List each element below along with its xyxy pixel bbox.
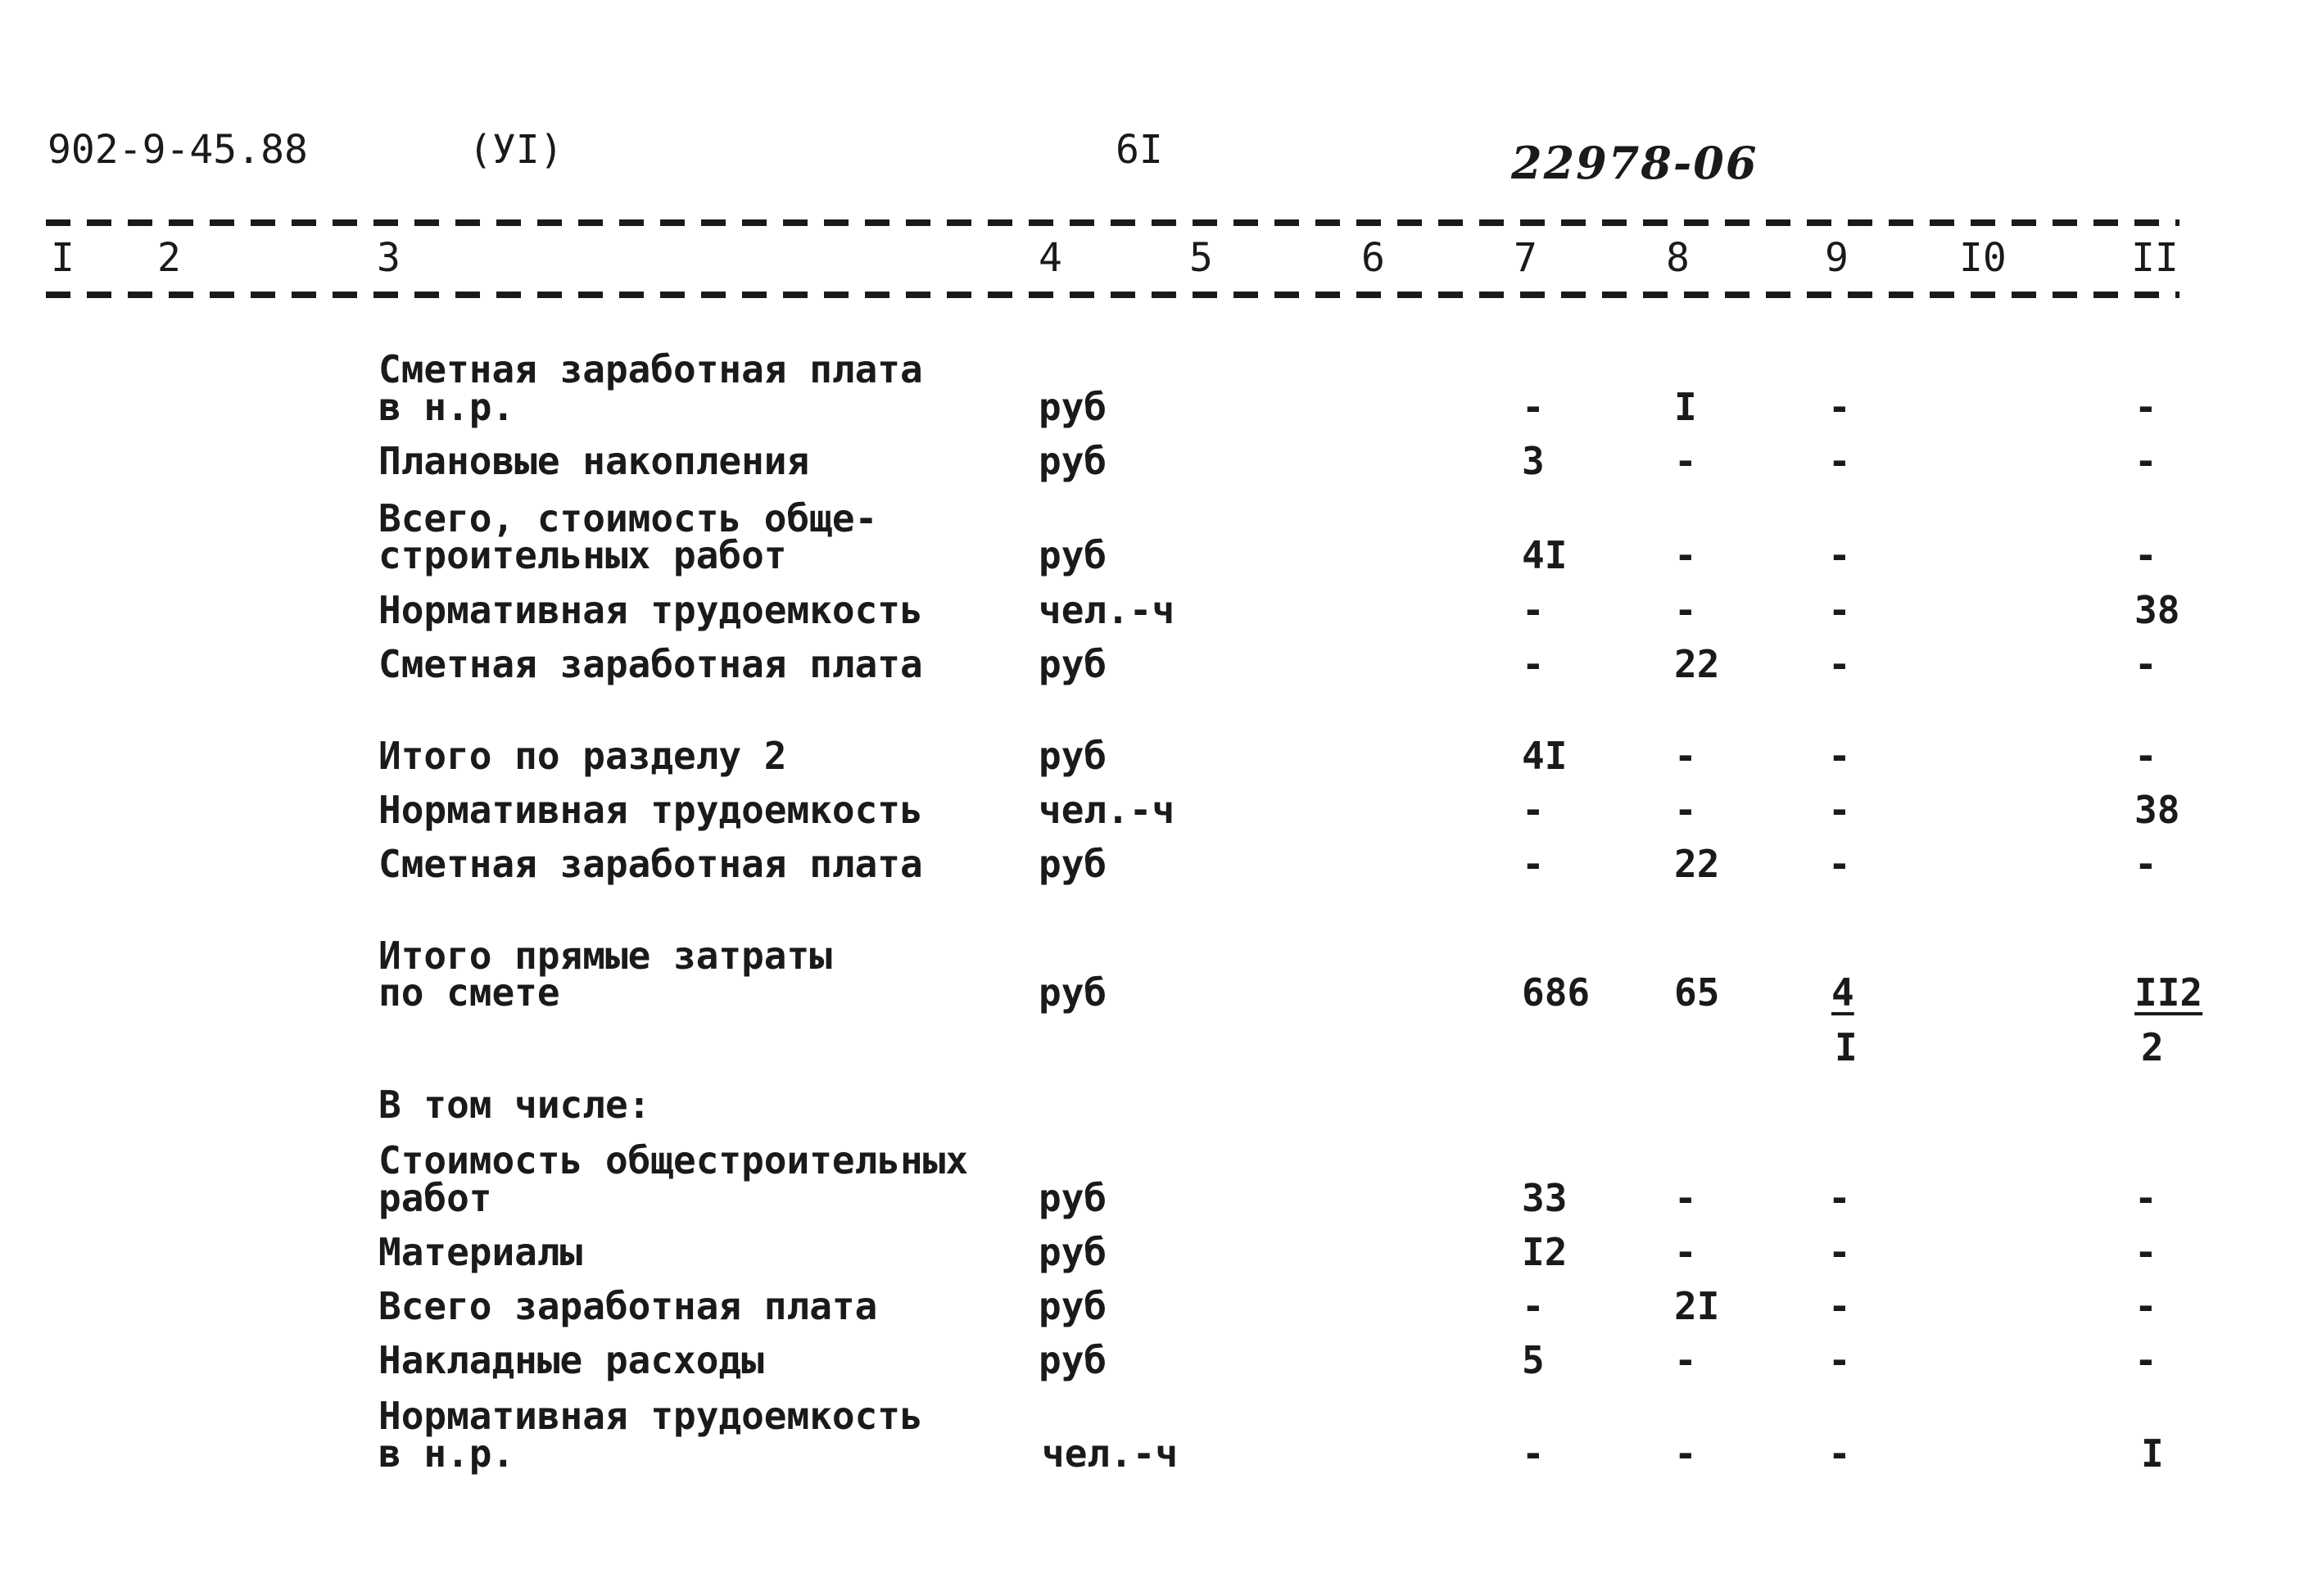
cell-col9-denominator: I — [1835, 1025, 1858, 1069]
handwritten-number: 22978-06 — [1511, 137, 1758, 189]
row-label-cont: в н.р. — [378, 1431, 515, 1476]
cell-col7: 5 — [1522, 1338, 1545, 1382]
row-label-cont: по смете — [378, 970, 560, 1015]
cell-col7: - — [1522, 642, 1545, 686]
header-bottom-divider — [46, 292, 2179, 298]
cell-col8: - — [1674, 1338, 1697, 1382]
row-label: Нормативная трудоемкость — [378, 588, 923, 632]
row-label: Плановые накопления — [378, 439, 810, 483]
cell-col9: - — [1828, 842, 1851, 886]
row-label: Нормативная трудоемкость — [378, 788, 923, 832]
row-label: Итого по разделу 2 — [378, 734, 787, 778]
cell-col11: - — [2134, 1230, 2157, 1274]
cell-col7: - — [1522, 788, 1545, 832]
page-number: 6I — [1116, 127, 1163, 173]
row-unit: руб — [1039, 385, 1107, 429]
cell-col7: I2 — [1522, 1230, 1568, 1274]
row-label: Сметная заработная плата — [378, 842, 923, 886]
row-label: Нормативная трудоемкость — [378, 1394, 923, 1438]
cell-col7: 4I — [1522, 533, 1568, 577]
column-number: 2 — [157, 235, 181, 281]
cell-col7: - — [1522, 1284, 1545, 1328]
row-unit: чел.-ч — [1039, 588, 1175, 632]
cell-col9: - — [1828, 1431, 1851, 1476]
cell-col11: - — [2134, 1176, 2157, 1220]
cell-col7: - — [1522, 842, 1545, 886]
cell-col7: - — [1522, 1431, 1545, 1476]
column-number: I0 — [1959, 235, 2007, 281]
cell-col8: 65 — [1674, 970, 1720, 1015]
cell-col8: 22 — [1674, 642, 1720, 686]
section-code: (УI) — [468, 127, 564, 173]
cell-col9: - — [1828, 734, 1851, 778]
cell-col7: 3 — [1522, 439, 1545, 483]
cell-col9: - — [1828, 1176, 1851, 1220]
cell-col11: 38 — [2134, 788, 2180, 832]
row-label-cont: в н.р. — [378, 385, 515, 429]
cell-col11: - — [2134, 1284, 2157, 1328]
row-unit: руб — [1039, 642, 1107, 686]
cell-col8: - — [1674, 1431, 1697, 1476]
cell-col11: - — [2134, 642, 2157, 686]
cell-col8: - — [1674, 1176, 1697, 1220]
row-unit: руб — [1039, 734, 1107, 778]
cell-col9: - — [1828, 385, 1851, 429]
cell-col11: - — [2134, 439, 2157, 483]
cell-col11: - — [2134, 533, 2157, 577]
cell-col7: 686 — [1522, 970, 1591, 1015]
row-unit: руб — [1039, 1284, 1107, 1328]
row-unit: руб — [1039, 533, 1107, 577]
row-label: Сметная заработная плата — [378, 347, 923, 391]
column-number: 8 — [1666, 235, 1690, 281]
cell-col11-numerator: II2 — [2134, 970, 2203, 1015]
cell-col8: 22 — [1674, 842, 1720, 886]
row-label: Материалы — [378, 1230, 583, 1274]
row-unit: руб — [1039, 970, 1107, 1015]
cell-col7: - — [1522, 385, 1545, 429]
header-top-divider — [46, 219, 2179, 226]
row-unit: чел.-ч — [1039, 788, 1175, 832]
cell-col11: - — [2134, 385, 2157, 429]
cell-col11: - — [2134, 734, 2157, 778]
column-number: 9 — [1825, 235, 1849, 281]
cell-col8: I — [1674, 385, 1697, 429]
cell-col8: - — [1674, 439, 1697, 483]
cell-col9: - — [1828, 1284, 1851, 1328]
row-unit: руб — [1039, 1176, 1107, 1220]
row-label-cont: строительных работ — [378, 533, 787, 577]
cell-col11: 38 — [2134, 588, 2180, 632]
row-label: Итого прямые затраты — [378, 934, 832, 978]
row-unit: руб — [1039, 1338, 1107, 1382]
column-number: 3 — [377, 235, 401, 281]
cell-col8: - — [1674, 1230, 1697, 1274]
column-number: II — [2131, 235, 2179, 281]
column-number: 5 — [1189, 235, 1213, 281]
cell-col11: - — [2134, 842, 2157, 886]
column-number: 6 — [1361, 235, 1385, 281]
cell-col9-numerator: 4 — [1831, 970, 1854, 1015]
row-label: Сметная заработная плата — [378, 642, 923, 686]
cell-col7: 4I — [1522, 734, 1568, 778]
cell-col9: - — [1828, 1230, 1851, 1274]
row-unit: руб — [1039, 842, 1107, 886]
column-number: 7 — [1514, 235, 1537, 281]
column-number: 4 — [1039, 235, 1062, 281]
doc-code: 902-9-45.88 — [48, 127, 308, 173]
cell-col9: - — [1828, 788, 1851, 832]
row-label: Стоимость общестроительных — [378, 1138, 969, 1182]
row-unit: руб — [1039, 1230, 1107, 1274]
row-unit: руб — [1039, 439, 1107, 483]
row-label: Всего заработная плата — [378, 1284, 878, 1328]
cell-col11: - — [2134, 1338, 2157, 1382]
cell-col9: - — [1828, 533, 1851, 577]
cell-col8: - — [1674, 788, 1697, 832]
row-label: Всего, стоимость обще- — [378, 496, 878, 540]
cell-col8: - — [1674, 533, 1697, 577]
cell-col9: - — [1828, 642, 1851, 686]
cell-col11: I — [2141, 1431, 2164, 1476]
cell-col9: - — [1828, 588, 1851, 632]
cell-col8: - — [1674, 734, 1697, 778]
cell-col8: 2I — [1674, 1284, 1720, 1328]
column-number: I — [51, 235, 75, 281]
row-unit: чел.-ч — [1042, 1431, 1179, 1476]
row-label-cont: работ — [378, 1176, 492, 1220]
cell-col9: - — [1828, 439, 1851, 483]
cell-col8: - — [1674, 588, 1697, 632]
cell-col11-denominator: 2 — [2141, 1025, 2164, 1069]
subsection-heading: В том числе: — [378, 1083, 651, 1127]
row-label: Накладные расходы — [378, 1338, 764, 1382]
cell-col7: 33 — [1522, 1176, 1568, 1220]
cell-col9: - — [1828, 1338, 1851, 1382]
cell-col7: - — [1522, 588, 1545, 632]
